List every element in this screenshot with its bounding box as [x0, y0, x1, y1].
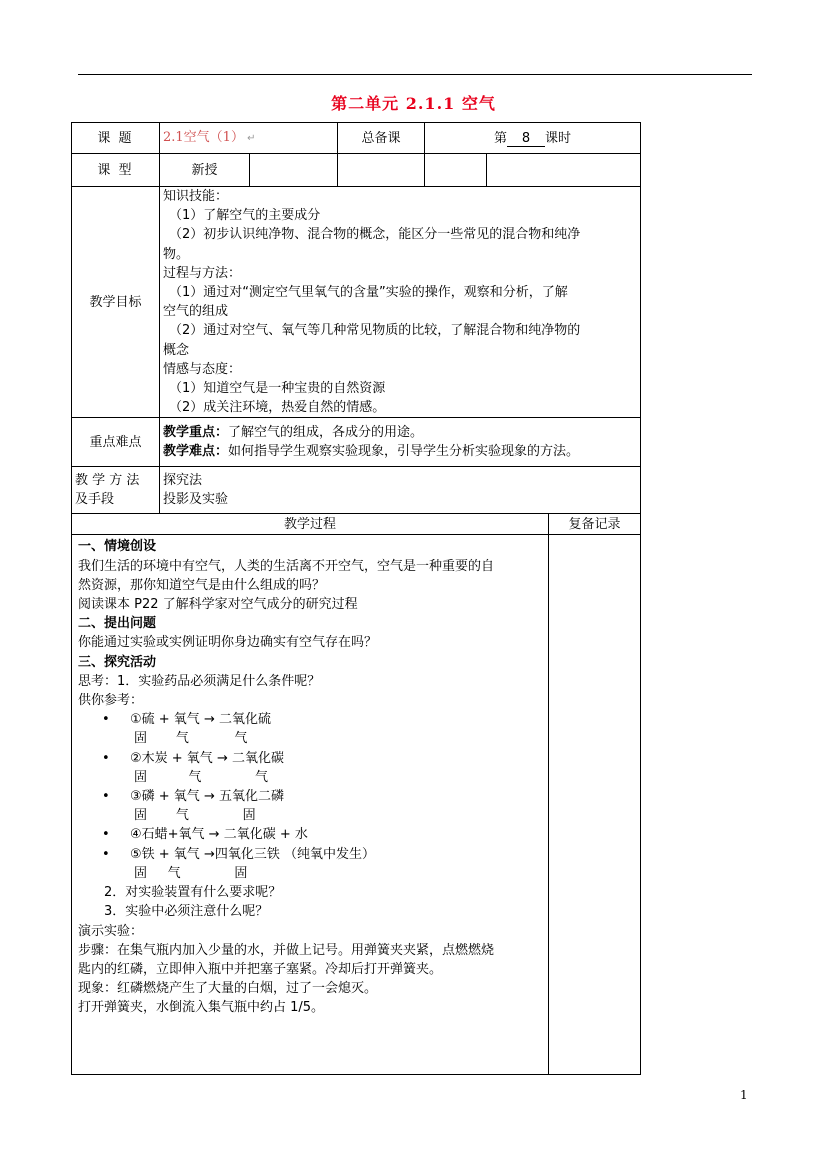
- key-points-content: 教学重点：了解空气的组成，各成分的用途。 教学难点：如何指导学生观察实验现象，引导学生分析实验现象的方法。: [160, 418, 641, 467]
- objectives-content: 知识技能： （1）了解空气的主要成分 （2）初步认识纯净物、混合物的概念，能区分一些常见的混合物和纯净 物。 过程与方法： （1）通过对“测定空气里氧气的含量”实验的操作，观察和分析，了解 空气的组成 （2）通过对空气、氧气等几种常见物质的比较，了解混合物和纯净物的 概念 情感与态度： （1）知道空气是一种宝贵的自然资源 （2）成关注环境，热爱自然的情感。: [160, 187, 641, 418]
- review-notes-cell: [549, 535, 641, 1075]
- empty-cell: [425, 154, 487, 187]
- topic-label: 课 题: [72, 123, 160, 154]
- process-header: 教学过程: [72, 514, 549, 535]
- list-item: • ②木炭 + 氧气 → 二氧化碳: [102, 750, 284, 766]
- type-label: 课 型: [72, 154, 160, 187]
- list-item: • ③磷 + 氧气 → 五氧化二磷: [102, 789, 284, 805]
- lesson-number: 8: [507, 131, 545, 147]
- total-prep-label: 总备课: [338, 123, 425, 154]
- objectives-label: 教学目标: [72, 187, 160, 418]
- empty-cell: [250, 154, 338, 187]
- list-item: • ④石蜡+氧气 → 二氧化碳 + 水: [102, 827, 308, 843]
- method-label: 教 学 方 法 及手段: [72, 467, 160, 514]
- lesson-plan-table: [71, 122, 641, 1075]
- list-item: • ①硫 + 氧气 → 二氧化硫: [102, 712, 271, 728]
- page-number: 1: [740, 1088, 748, 1102]
- topic-value: 2.1空气（1） ↵: [160, 123, 338, 154]
- list-item: • ⑤铁 + 氧气 →四氧化三铁 （纯氧中发生）: [102, 846, 375, 862]
- key-points-label: 重点难点: [72, 418, 160, 467]
- method-content: 探究法 投影及实验: [160, 467, 641, 514]
- process-content: 一、情境创设 我们生活的环境中有空气，人类的生活离不开空气，空气是一种重要的自 然资源，那你知道空气是由什么组成的吗？ 阅读课本 P22 了解科学家对空气成分的研究过程 二、提出问题 你能通过实验或实例证明你身边确实有空气存在吗？ 三、探究活动 思考：1．实验药品必须满足什么条件呢？ 供你参考： • ①硫 + 氧气 → 二氧化硫 固 气 气 • ②木炭 + 氧气 → 二氧化碳 固 气 气 • ③磷 + 氧气 → 五氧化二磷 固 气 固 • ④石蜡+氧气 → 二氧化碳 + 水 • ⑤铁 + 氧气 →四氧化三铁 （纯氧中发生） 固 气 固 2．对实验装置有什么要求呢？ 3．实验中必须注意什么呢？ 演示实验： 步骤：在集气瓶内加入少量的水，并做上记号。用弹簧夹夹紧，点燃燃烧 匙内的红磷，立即伸入瓶中并把塞子塞紧。冷却后打开弹簧夹。 现象：红磷燃烧产生了大量的白烟，过了一会熄灭。 打开弹簧夹，水倒流入集气瓶中约占 1/5。: [72, 535, 549, 1075]
- page-title: 第二单元 2.1.1 空气: [331, 94, 496, 113]
- empty-cell: [487, 154, 641, 187]
- header-rule: [78, 74, 752, 75]
- lesson-count: 第 8 课时: [425, 123, 641, 154]
- type-value: 新授: [160, 154, 250, 187]
- review-header: 复备记录: [549, 514, 641, 535]
- empty-cell: [338, 154, 425, 187]
